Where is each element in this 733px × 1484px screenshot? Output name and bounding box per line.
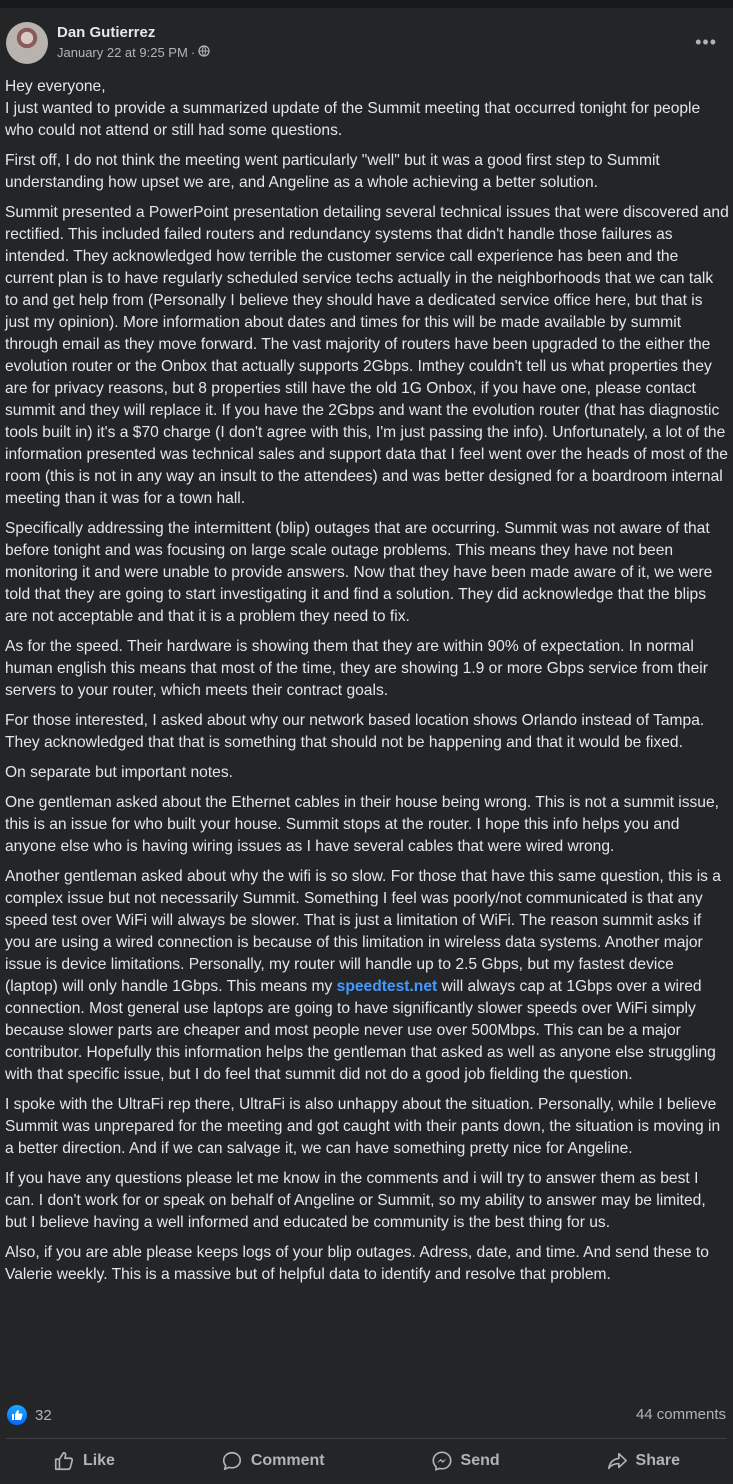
share-label: Share	[635, 1452, 680, 1469]
like-button[interactable]	[37, 1441, 131, 1481]
messenger-icon	[431, 1450, 453, 1472]
paragraph-text: Another gentleman asked about why the wifi is so slow. For those that have this same question, this is a complex issue but not necessarily Summit. Something I feel was poorly/not communicated is that any speed test over WiFi will always be slower. That is just a limitation of WiFi. The reason summit asks if you are using a wired connection is because of this limitation in wireless data systems. Another major issue is device limitations. Personally, my router will handle up to 2.5 Gbps, but my fastest device (laptop) will only handle 1Gbps. This means my	[5, 868, 721, 995]
post-meta	[57, 45, 210, 60]
paragraph: Summit presented a PowerPoint presentation detailing several technical issues that were discovered and rectified. This included failed routers and redundancy systems that didn't handle those failures as intended. They acknowledged how terrible the customer service call experience has been and the current plan is to have regularly scheduled service techs actually in the neighborhoods that we can talk to and get help from (Personally I believe they should have a dedicated service office here, but that is just my opinion). More information about dates and times for this will be made available by summit through email as they move forward. The vast majority of routers have been upgraded to the either the evolution router or the Onbox that actually supports 2Gbps. Imthey couldn't tell us what properties they are for privacy reasons, but 8 properties still have the old 1G Onbox, if you have one, please contact summit and they will replace it. If you have the 2Gbps and want the evolution router (that has diagnostic tools built in) it's a $70 charge (I don't agree with this, I'm just passing the info). Unfortunately, a lot of the information presented was technical sales and support data that I feel went over the heads of most of the room (this is not in any way an insult to the attendees) and was better designed for a boardroom internal meeting than it was for a town hall.	[5, 204, 729, 507]
paragraph: Hey everyone, I just wanted to provide a summarized update of the Summit meeting that occurred tonight for people who could not attend or still had some questions.	[5, 78, 701, 139]
post-timestamp[interactable]: January 22 at 9:25 PM	[57, 45, 188, 60]
paragraph-with-link	[5, 866, 729, 1086]
like-label: Like	[82, 1452, 115, 1469]
paragraph: Specifically addressing the intermittent (blip) outages that are occurring. Summit was not aware of that before tonight and was focusing on large scale outage problems. This means they have not been monitoring it and were unable to provide answers. Now that they have been made aware of it, we were told that they are going to start investigating it and find a solution. They did acknowledge that the blips are not acceptable and that it is a problem they need to fix.	[5, 520, 713, 625]
paragraph: Also, if you are able please keeps logs of your blip outages. Adress, date, and time. And send these to Valerie weekly. This is a massive but of helpful data to identify and resolve that problem.	[5, 1244, 709, 1283]
comment-button[interactable]	[205, 1441, 341, 1481]
comment-icon	[221, 1450, 243, 1472]
paragraph: For those interested, I asked about why our network based location shows Orlando instead of Tampa. They acknowledged that that is something that should not be happening and that it would be fixed.	[5, 712, 705, 751]
meta-separator: ·	[190, 45, 196, 60]
reaction-summary[interactable]	[7, 1405, 52, 1425]
divider	[6, 1438, 727, 1439]
thumbs-up-icon	[53, 1450, 75, 1472]
comment-count[interactable]: 44 comments	[635, 1406, 726, 1423]
share-icon	[606, 1450, 628, 1472]
send-label: Send	[460, 1452, 500, 1469]
post-body	[5, 76, 729, 1294]
like-reaction-icon	[7, 1405, 27, 1425]
share-button[interactable]	[590, 1441, 696, 1481]
paragraph: As for the speed. Their hardware is showing them that they are within 90% of expectation. In normal human english this means that most of the time, they are showing 1.9 or more Gbps service from their servers to your router, which meets their contract goals.	[5, 638, 708, 699]
paragraph: On separate but important notes.	[5, 764, 233, 781]
globe-icon	[198, 45, 210, 60]
paragraph: First off, I do not think the meeting went particularly "well" but it was a good first step to Summit understanding how upset we are, and Angeline as a whole achieving a better solution.	[5, 152, 660, 191]
post-card	[0, 8, 733, 1484]
reaction-count: 32	[35, 1406, 52, 1424]
paragraph: I spoke with the UltraFi rep there, UltraFi is also unhappy about the situation. Personally, while I believe Summit was unprepared for the meeting and got caught with their pants down, the situation is moving in a better direction. And if we can salvage it, we can have something pretty nice for Angeline.	[5, 1096, 721, 1157]
send-button[interactable]	[415, 1441, 516, 1481]
speedtest-link[interactable]: speedtest.net	[336, 978, 438, 995]
comment-label: Comment	[250, 1452, 325, 1469]
paragraph: If you have any questions please let me know in the comments and i will try to answer them as best I can. I don't work for or speak on behalf of Angeline or Summit, so my ability to answer may be limited, but I believe having a well informed and educated be community is the best thing for us.	[5, 1170, 706, 1231]
paragraph: One gentleman asked about the Ethernet cables in their house being wrong. This is not a summit issue, this is an issue for who built your house. Summit stops at the router. I hope this info helps you and anyone else who is having wiring issues as I have several cables that were wired wrong.	[5, 794, 719, 855]
author-name[interactable]: Dan Gutierrez	[57, 24, 156, 41]
more-options-icon[interactable]: •••	[695, 32, 717, 52]
paragraph-text: will always cap at 1Gbps over a wired connection. Most general use laptops are going to have significantly slower speeds over WiFi simply because slower parts are cheaper and most people never use over 500Mbps. This can be a major contributor. Hopefully this information helps the gentleman that asked as well as anyone else struggling with that specific issue, but I do feel that summit did not do a good job fielding the question.	[5, 978, 716, 1083]
action-bar	[0, 1441, 733, 1481]
avatar[interactable]	[6, 22, 48, 64]
